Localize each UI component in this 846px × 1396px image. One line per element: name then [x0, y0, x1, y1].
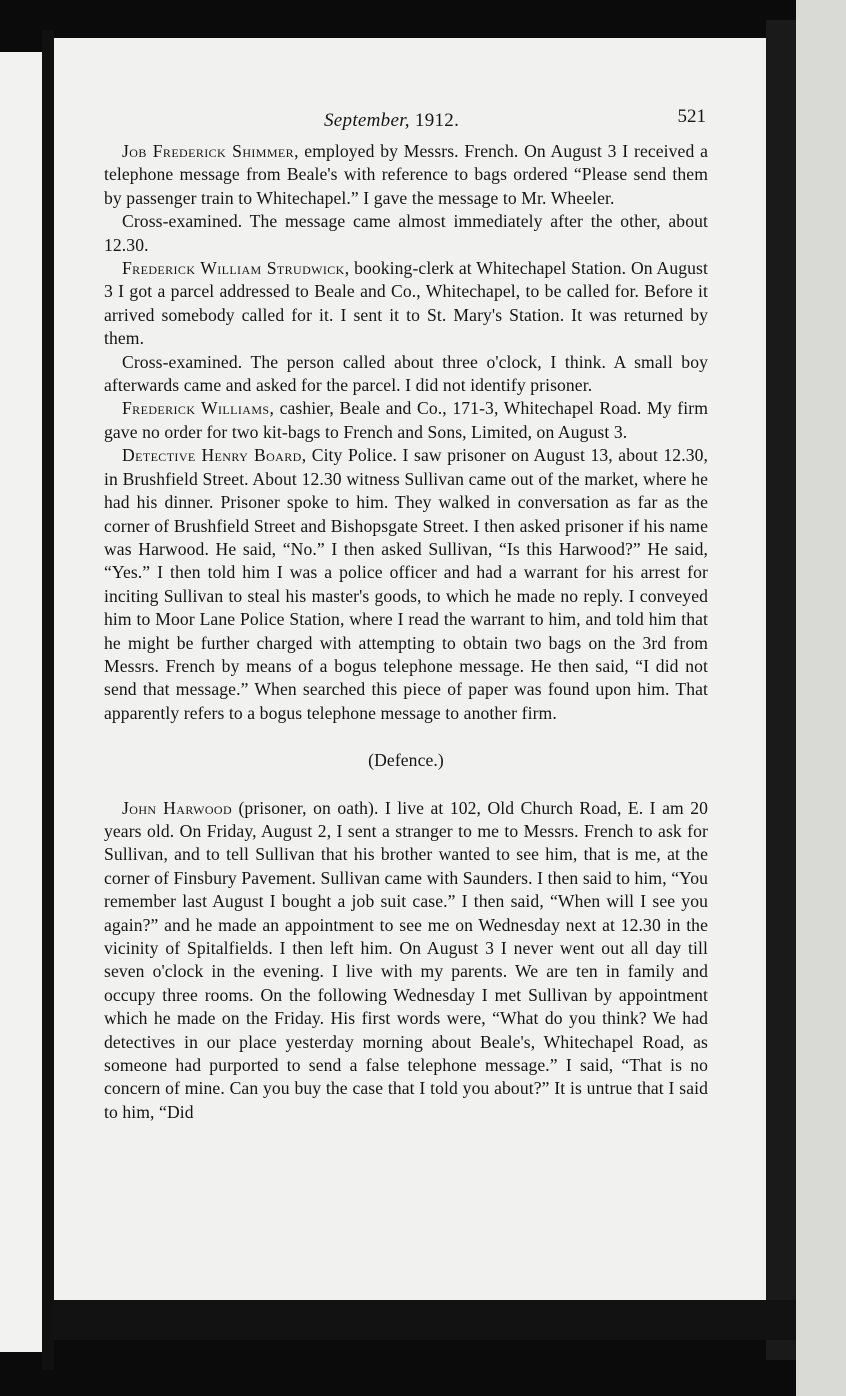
- witness-name: Frederick William Strudwick: [122, 258, 345, 279]
- paragraph-text: Cross-examined. The person called about three o'clock, I think. A small boy afterwards came and asked for the parcel. I did not identify prisoner.: [104, 351, 708, 396]
- witness-name: Frederick Williams: [122, 398, 270, 419]
- book-gutter: [42, 30, 54, 1370]
- defence-section: [104, 797, 708, 1125]
- paragraph-text: , cashier, Beale and Co., 171-3, Whitechapel Road. My firm gave no order for two kit-bags to French and Sons, Limited, on August 3.: [104, 398, 708, 442]
- witness-name: Detective Henry Board: [122, 445, 302, 466]
- paragraph-text: , booking-clerk at Whitechapel Station. On August 3 I got a parcel addressed to Beale and Co., Whitechapel, to be called for. Before it arrived somebody called for it. I sent it to St. Mary's Station. It was returned by them.: [104, 258, 708, 349]
- paragraph-text: , City Police. I saw prisoner on August 13, about 12.30, in Brushfield Street. About 12.30 witness Sullivan came out of the market, where he had his dinner. Prisoner spoke to him. They walked in conversation as far as the corner of Brushfield Street and Bishopsgate Street. I then asked prisoner if his name was Harwood. He said, “No.” I then asked Sullivan, “Is this Harwood?” He said, “Yes.” I then told him I was a police officer and had a warrant for his arrest for inciting Sullivan to steal his master's goods, to which he made no reply. I conveyed him to Moor Lane Police Station, where I read the warrant to him, and told him that he might be further charged with attempting to obtain two bags on the 3rd from Messrs. French by means of a bogus telephone message. He then said, “I did not send that message.” When searched this piece of paper was found upon him. That apparently refers to a bogus telephone message to another firm.: [104, 445, 708, 723]
- section-heading: (Defence.): [368, 750, 444, 771]
- paragraph: [104, 797, 708, 1125]
- paragraph: [104, 257, 708, 351]
- paragraph: [104, 210, 708, 257]
- paragraph-text: (prisoner, on oath). I live at 102, Old Church Road, E. I am 20 years old. On Friday, August 2, I sent a stranger to me to Messrs. French to ask for Sullivan, and to tell Sullivan that his brother wanted to see him, that is me, at the corner of Finsbury Pavement. Sullivan came with Saunders. I then said to him, “You remember last August I bought a job suit case.” I then said, “When will I see you again?” and he made an appointment to see me on Wednesday next at 12.30 in the vicinity of Spitalfields. I then left him. On August 3 I never went out all day till seven o'clock in the evening. I live with my parents. We are ten in family and occupy three rooms. On the following Wednesday I met Sullivan by appointment which he made on the Friday. His first words were, “What do you think? We had detectives in our place yesterday morning about Beale's, Whitechapel Road, as someone had purported to send a false telephone message.” I said, “That is no concern of mine. Can you buy the case that I told you about?” It is untrue that I said to him, “Did: [104, 797, 708, 1122]
- witness-name: Job Frederick Shimmer: [122, 141, 295, 161]
- testimony-section: [104, 140, 708, 725]
- running-head: [324, 110, 459, 132]
- page-body: [104, 140, 708, 1124]
- paragraph: [104, 351, 708, 398]
- book-bottom-edge: [54, 1300, 796, 1340]
- paragraph-text: , employed by Messrs. French. On August 3 I received a telephone message from Beale's with reference to bags ordered “Please send them by passenger train to Whitechapel.” I gave the message to Mr. Wheeler.: [104, 141, 708, 208]
- page-header: [104, 100, 708, 140]
- paragraph: [104, 140, 708, 210]
- witness-name: John Harwood: [122, 797, 233, 818]
- background-margin: [796, 0, 846, 1396]
- paragraph: [104, 444, 708, 725]
- paragraph-text: Cross-examined. The message came almost immediately after the other, about 12.30.: [104, 211, 708, 255]
- running-head-year: 1912.: [414, 110, 460, 131]
- facing-page-edge: [0, 52, 42, 1352]
- paragraph: [104, 397, 708, 444]
- page-number: 521: [677, 106, 706, 127]
- book-page: [54, 38, 766, 1300]
- book-right-edge: [766, 20, 796, 1360]
- running-head-title: September,: [324, 110, 410, 131]
